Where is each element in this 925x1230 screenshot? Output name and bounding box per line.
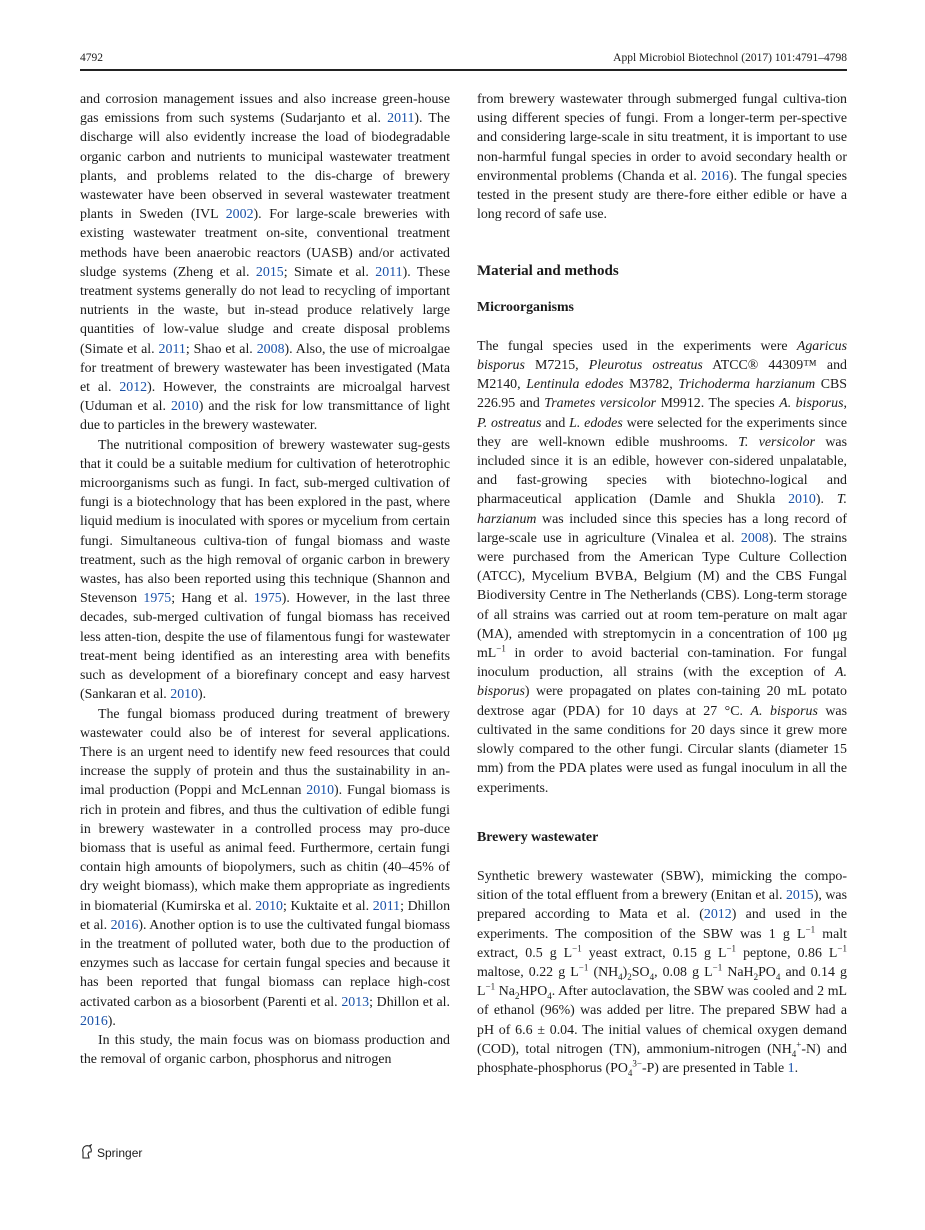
citation-link[interactable]: 1975 (143, 591, 172, 607)
citation-link[interactable]: 2010 (306, 783, 335, 799)
citation-link[interactable]: 2016 (701, 168, 729, 184)
subsection-heading: Microorganisms (477, 299, 574, 315)
citation-link[interactable]: 2008 (740, 530, 769, 546)
citation-link[interactable]: 2016 (80, 1013, 108, 1029)
paragraph: The fungal biomass produced during treatment of brewery wastewater could also be of interest for several applications. There is an urgent need to identify new feed resources that could increase the supply of protein and thus the sustainability in an-imal production (Poppi and McLennan 2010). Fungal biomass is rich in protein and fibres, and thus the cultivation of edible fungi in brewery wastewater in a controlled process may pro-duce biomass that is useful as animal feed. Furthermore, certain fungi contain high amounts of biopolymers, such as chitin (40–45% of dry weight biomass), which make them appropriate as ingredients in biomaterial (Kumirska et al. 2010; Kuktaite et al. 2011; Dhillon et al. 2016). Another option is to use the cultivated fungal biomass in the treatment of polluted water, both due to the production of enzymes such as laccase for certain fungal species and because it has been reported that fungal biomass can replace high-cost activated carbon as a biosorbent (Parenti et al. 2013; Dhillon et al. 2016). (80, 706, 451, 1029)
footer (80, 1144, 142, 1162)
header-rule (80, 69, 847, 71)
section-heading: Material and methods (477, 263, 619, 280)
citation-link[interactable]: 2011 (387, 111, 415, 127)
citation-link[interactable]: 1 (787, 1060, 795, 1076)
citation-link[interactable]: 2016 (110, 917, 139, 933)
journal-citation: Appl Microbiol Biotechnol (2017) 101:4791–4798 (613, 52, 847, 64)
right-column (477, 90, 847, 1078)
citation-link[interactable]: 2008 (256, 341, 285, 357)
citation-link[interactable]: 2011 (158, 341, 186, 357)
paragraph: The fungal species used in the experiments were Agaricus bisporus M7215, Pleurotus ostreatus ATCC® 44309™ and M2140, Lentinula edodes M3782, Trichoderma harzianum CBS 226.95 and Trametes versicolor M9912. The species A. bisporus, P. ostreatus and L. edodes were selected for the experiments since they are well-known edible mushrooms. T. versicolor was included since it is an edible, however con-sidered unpalatable, and fast-growing species with biotechno-logical and pharmaceutical application (Damle and Shukla 2010). T. harzianum was included since this species has a long record of large-scale use in agriculture (Vinalea et al. 2008). The strains were purchased from the American Type Culture Collection (ATCC), Mycelium BVBA, Belgium (M) and the CBS Fungal Biodiversity Centre in The Netherlands (CBS). Long-term storage of all strains was carried out at room tem-perature on malt agar (MA), amended with streptomycin in a concentration of 100 μg $mL^{-1}$ in order to avoid bacterial con-tamination. For fungal inoculum production, all strains (with the exception of A. bisporus) were propagated on plates con-taining 20 mL potato dextrose agar (PDA) for 10 days at 27 °C. A. bisporus was cultivated in the same conditions for 20 days since it grew more slowly compared to the other fungi. Circular slants (diameter 15 mm) from the PDA plates were used as fungal inoculum in all the experiments. (477, 338, 848, 796)
paragraph: from brewery wastewater through submerged fungal cultiva-tion using different species of fungi. From a longer-term per-spective and considering large-scale in situ treatment, it is important to use non-harmful fungal species in order to avoid secondary health or environmental problems (Chanda et al. 2016). The fungal species tested in the present study are there-fore either edible or have a long record of safe use. (477, 92, 847, 223)
citation-link[interactable]: 2010 (788, 492, 816, 508)
citation-link[interactable]: 2010 (255, 898, 283, 914)
citation-link[interactable]: 2002 (225, 207, 254, 223)
citation-link[interactable]: 2011 (372, 898, 401, 914)
citation-link[interactable]: 2013 (341, 994, 370, 1010)
paragraph: and corrosion management issues and also increase green-house gas emissions from such systems (Sudarjanto et al. 2011). The discharge will also evidently increase the load of biodegradable organic carbon and nutrients to municipal wastewater treatment plants, and problems related to the dis-charge of brewery wastewater have been observed in several wastewater treatment plants in Sweden (IVL 2002). For large-scale breweries with existing wastewater treatment on-site, conventional treatment methods have been anaerobic reactors (UASB) and/or activated sludge systems (Zheng et al. 2015; Simate et al. 2011). These treatment systems generally do not lead to recycling of important nutrients in the waste, but in-stead produce relatively large quantities of low-value sludge and create disposal problems (Simate et al. 2011; Shao et al. 2008). Also, the use of microalgae for treatment of brewery wastewater has been investigated (Mata et al. 2012). However, the constraints are microalgal harvest (Uduman et al. 2010) and the risk for low transmittance of light due to particles in the brewery wastewater. (80, 92, 451, 434)
citation-link[interactable]: 1975 (253, 591, 282, 607)
citation-link[interactable]: 2010 (170, 399, 199, 415)
citation-link[interactable]: 2015 (255, 264, 284, 280)
citation-link[interactable]: 2010 (170, 687, 199, 703)
page-number: 4792 (80, 52, 103, 64)
citation-link[interactable]: 2012 (703, 907, 732, 923)
paragraph: Synthetic brewery wastewater (SBW), mimicking the compo-sition of the total effluent from a brewery (Enitan et al. 2015), was prepared according to Mata et al. (2012) and used in the experiments. The composition of the SBW was 1 g $L^{-1}$ malt extract, 0.5 g $L^{-1}$ yeast extract, 0.15 g $L^{-1}$ peptone, 0.86 $L^{-1}$ maltose, 0.22 g $L^{-1}$ $(NH_4)_2SO_4$, 0.08 g $L^{-1}$ $NaH_2PO_4$ and 0.14 g $L^{-1}$ $Na_2HPO_4$. After autoclavation, the SBW was cooled and 2 mL of ethanol (96%) was added per litre. The prepared SBW had a pH of 6.6 ± 0.04. The initial values of chemical oxygen demand (COD), total nitrogen (TN), ammonium-nitrogen $(NH_4^+-N)$ and phosphate-phosphorus $(PO_4^{3-}-P)$ are presented in Table 1. (477, 868, 848, 1078)
citation-link[interactable]: 2011 (375, 264, 403, 280)
citation-link[interactable]: 2015 (785, 888, 814, 904)
springer-horse-icon (80, 1144, 93, 1162)
left-column (80, 90, 450, 1069)
citation-link[interactable]: 2012 (119, 380, 148, 396)
subsection-heading: Brewery wastewater (477, 829, 599, 845)
paragraph: In this study, the main focus was on biomass production and the removal of organic carbon, phosphorus and nitrogen (80, 1032, 450, 1068)
publisher-name: Springer (97, 1146, 143, 1160)
paragraph: The nutritional composition of brewery wastewater sug-gests that it could be a suitable medium for cultivation of heterotrophic microorganisms such as fungi. In fact, sub-merged cultivation of fungi is a biotechnology that has been explored in the past, where liquid medium is inoculated with spores or mycelium from certain fungi. Simultaneous cultiva-tion of fungal biomass and waste treatment, such as the high removal of organic carbon in brewery wastes, has also been reported using this technique (Shannon and Stevenson 1975; Hang et al. 1975). However, in the last three decades, sub-merged cultivation of fungal biomass has received less atten-tion, despite the use of filamentous fungi for wastewater treat-ment being identified as an interesting area with benefits such as development of a biorefinary concept and easy harvest (Sankaran et al. 2010). (80, 437, 451, 703)
